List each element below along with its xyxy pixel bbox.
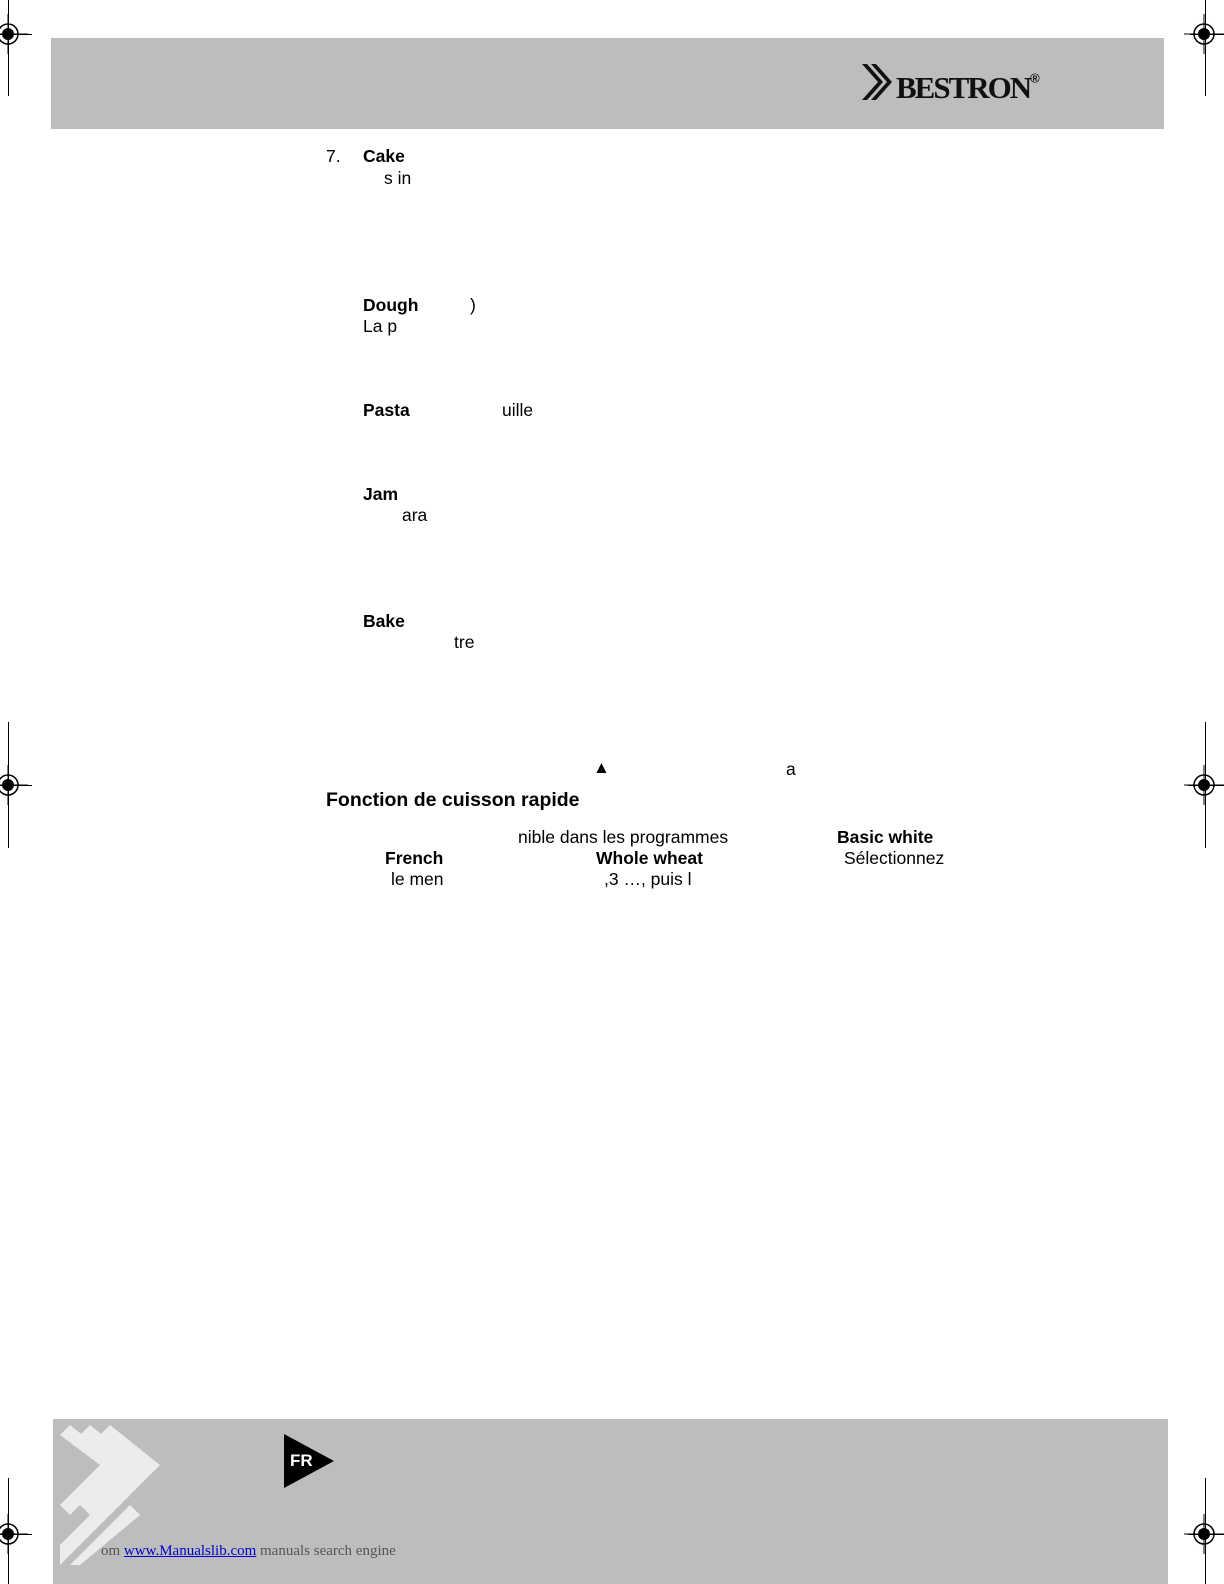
jam-title: Jam xyxy=(363,484,399,504)
program-french: French xyxy=(385,848,444,868)
bake-text: tre xyxy=(454,632,475,652)
up-triangle-icon: ▲ xyxy=(593,758,610,777)
rapid-line2-text: Sélectionnez xyxy=(844,848,945,868)
registration-mark-icon xyxy=(0,765,28,805)
cake-title: Cake xyxy=(363,146,405,166)
rapid-line3-text-b: ,3 …, puis l xyxy=(604,869,692,889)
program-basic-white: Basic white xyxy=(837,827,934,847)
footer-credit xyxy=(101,1543,396,1560)
registered-mark: ® xyxy=(1030,70,1038,86)
jam-text: ara xyxy=(402,505,428,525)
dough-text: La p xyxy=(363,316,398,336)
registration-mark-icon xyxy=(1184,14,1224,54)
brand-logo xyxy=(896,58,1038,109)
cake-text: s in xyxy=(384,168,412,188)
manualslib-link[interactable]: www.Manualslib.com xyxy=(123,1543,257,1559)
section-heading: Fonction de cuisson rapide xyxy=(326,789,580,811)
brand-name: bestron xyxy=(896,59,1031,108)
registration-mark-icon xyxy=(1184,765,1224,805)
pasta-text: uille xyxy=(502,400,534,420)
dough-paren: ) xyxy=(470,295,476,315)
registration-mark-icon xyxy=(0,1514,28,1554)
dough-title: Dough xyxy=(363,295,419,315)
language-badge-label: FR xyxy=(290,1451,313,1470)
program-whole-wheat: Whole wheat xyxy=(596,848,703,868)
rapid-line1-text: nible dans les programmes xyxy=(518,827,729,847)
footer-credit-suffix: manuals search engine xyxy=(260,1543,396,1559)
rapid-line3-text-a: le men xyxy=(391,869,444,889)
item-number: 7. xyxy=(326,146,341,166)
brand-chevrons-icon xyxy=(862,62,898,102)
registration-mark-icon xyxy=(0,14,28,54)
arrow-line-text: a xyxy=(786,759,796,779)
registration-mark-icon xyxy=(1184,1514,1224,1554)
pasta-title: Pasta xyxy=(363,400,410,420)
bake-title: Bake xyxy=(363,611,405,631)
footer-credit-prefix: om xyxy=(101,1543,121,1559)
